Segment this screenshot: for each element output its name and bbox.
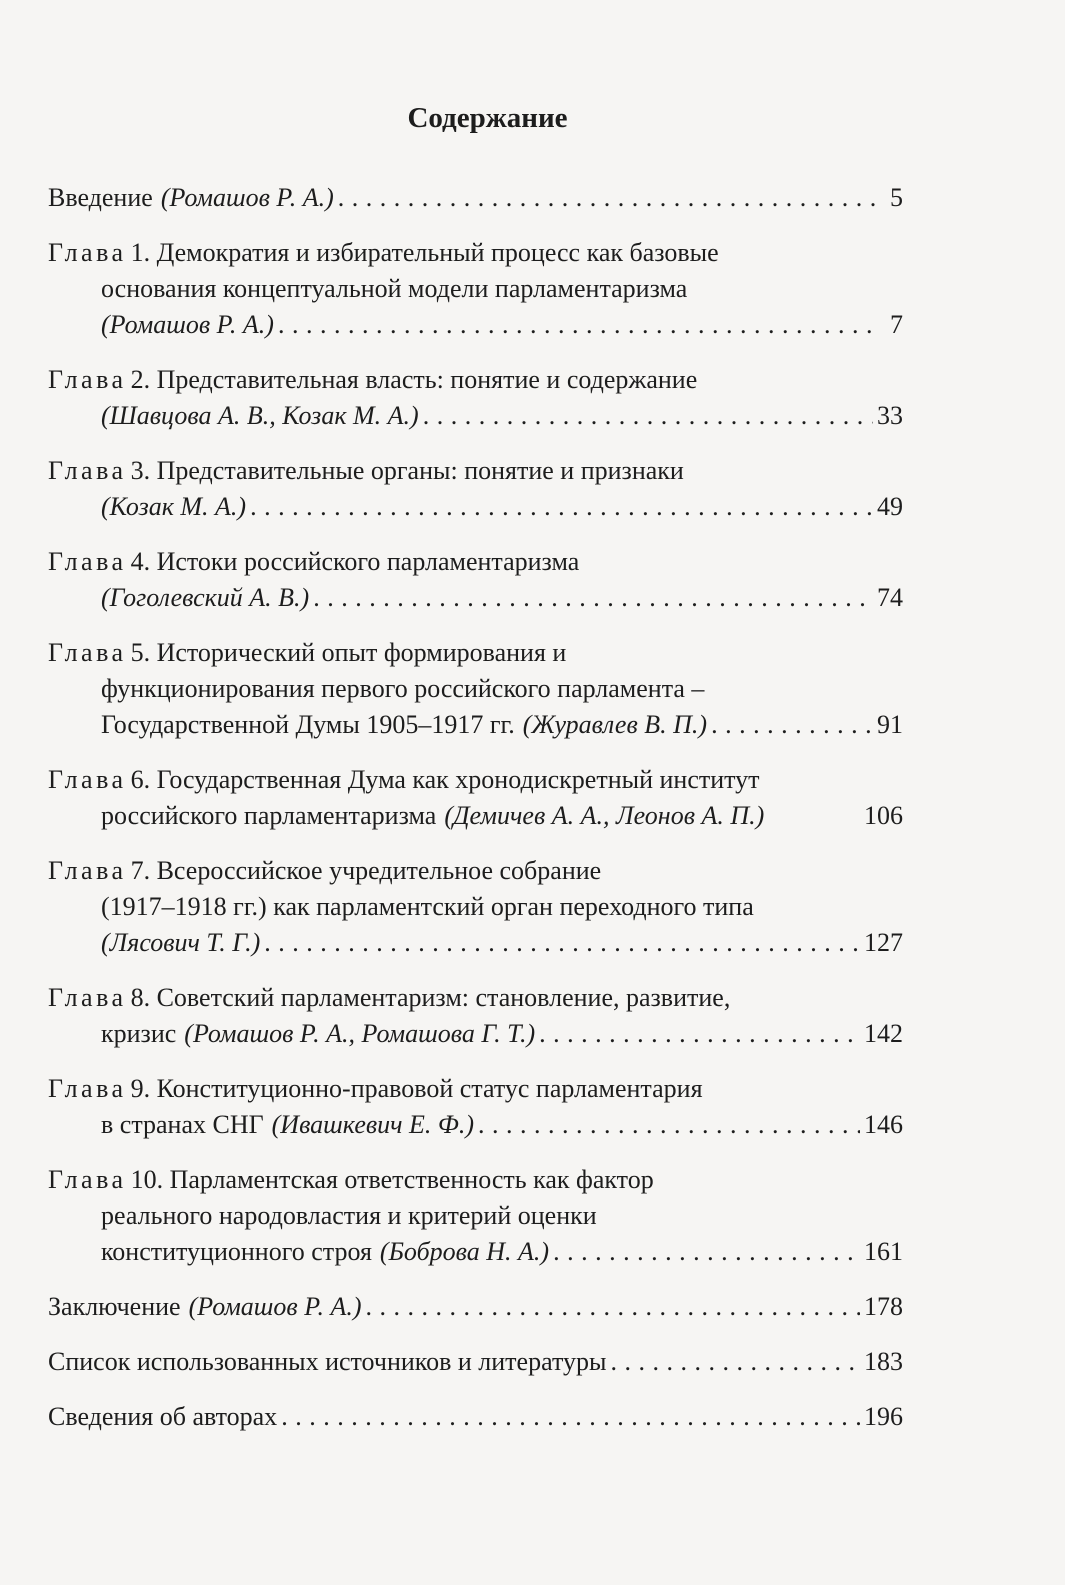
toc-entry xyxy=(48,1399,903,1435)
toc-line xyxy=(48,1071,903,1107)
toc-entry xyxy=(48,453,903,525)
toc-page-number: 142 xyxy=(864,1019,903,1048)
toc-entry-text: Заключение xyxy=(48,1292,181,1321)
dot-leader xyxy=(423,398,873,434)
toc-entry-text: 10. Парламентская ответственность как фактор xyxy=(130,1165,654,1194)
toc-page-number: 33 xyxy=(877,401,903,430)
toc-line xyxy=(48,489,903,525)
table-of-contents xyxy=(48,180,903,1454)
toc-entry-author: (Боброва Н. А.) xyxy=(379,1237,550,1266)
toc-line xyxy=(48,1016,903,1052)
toc-entry-text: 4. Истоки российского парламентаризма xyxy=(130,547,580,576)
dot-leader xyxy=(478,1107,860,1143)
toc-line xyxy=(48,1162,903,1198)
toc-page-number: 127 xyxy=(864,928,903,957)
toc-page-number: 196 xyxy=(864,1402,903,1431)
toc-entry xyxy=(48,1071,903,1143)
toc-line xyxy=(48,707,903,743)
toc-page-number: 106 xyxy=(864,801,903,830)
toc-line xyxy=(48,1289,903,1325)
toc-entry-text: Сведения об авторах xyxy=(48,1402,278,1431)
toc-entry xyxy=(48,1344,903,1380)
toc-entry-text: в странах СНГ xyxy=(101,1110,264,1139)
toc-line xyxy=(48,798,903,834)
toc-page-number: 161 xyxy=(864,1237,903,1266)
toc-entry xyxy=(48,1162,903,1270)
dot-leader xyxy=(250,489,873,525)
dot-leader xyxy=(553,1234,860,1270)
toc-entry-text: 7. Всероссийское учредительное собрание xyxy=(130,856,602,885)
dot-leader xyxy=(264,925,860,961)
toc-line xyxy=(48,889,903,925)
toc-entry-text: 6. Государственная Дума как хронодискретный институт xyxy=(130,765,760,794)
dot-leader xyxy=(610,1344,860,1380)
toc-entry-text: 1. Демократия и избирательный процесс как базовые xyxy=(130,238,719,267)
toc-entry-text: 9. Конституционно-правовой статус парламентария xyxy=(130,1074,703,1103)
toc-entry-author: (Демичев А. А., Леонов А. П.) xyxy=(444,801,765,830)
toc-line xyxy=(48,180,903,216)
chapter-label: Глава xyxy=(48,983,127,1012)
toc-line xyxy=(48,580,903,616)
toc-entry-text: реального народовластия и критерий оценки xyxy=(101,1201,597,1230)
toc-entry-text: (1917–1918 гг.) как парламентский орган переходного типа xyxy=(101,892,754,921)
toc-line xyxy=(48,453,903,489)
toc-entry-author: (Ивашкевич Е. Ф.) xyxy=(271,1110,475,1139)
toc-entry-author: (Ромашов Р. А., Ромашова Г. Т.) xyxy=(184,1019,536,1048)
dot-leader xyxy=(366,1289,860,1325)
toc-line xyxy=(48,671,903,707)
toc-line xyxy=(48,271,903,307)
toc-entry-text: основания концептуальной модели парламентаризма xyxy=(101,274,688,303)
toc-entry xyxy=(48,980,903,1052)
toc-page-number: 7 xyxy=(890,310,903,339)
dot-leader xyxy=(278,307,875,343)
toc-line xyxy=(48,1234,903,1270)
toc-entry xyxy=(48,1289,903,1325)
toc-entry xyxy=(48,180,903,216)
chapter-label: Глава xyxy=(48,238,127,267)
toc-entry-author: (Ромашов Р. А.) xyxy=(160,183,334,212)
toc-page-number: 91 xyxy=(877,710,903,739)
toc-entry-text: функционирования первого российского парламента – xyxy=(101,674,705,703)
toc-entry-text: кризис xyxy=(101,1019,177,1048)
toc-line xyxy=(48,307,903,343)
toc-line xyxy=(48,980,903,1016)
toc-entry xyxy=(48,362,903,434)
chapter-label: Глава xyxy=(48,456,127,485)
toc-page-number: 146 xyxy=(864,1110,903,1139)
toc-page-number: 5 xyxy=(890,183,903,212)
toc-entry xyxy=(48,544,903,616)
toc-entry xyxy=(48,235,903,343)
toc-entry-text: 5. Исторический опыт формирования и xyxy=(130,638,567,667)
toc-entry-author: (Козак М. А.) xyxy=(101,492,247,521)
toc-entry-text: 2. Представительная власть: понятие и содержание xyxy=(130,365,698,394)
dot-leader xyxy=(711,707,873,743)
chapter-label: Глава xyxy=(48,1165,127,1194)
chapter-label: Глава xyxy=(48,365,127,394)
toc-entry-text: Государственной Думы 1905–1917 гг. xyxy=(101,710,515,739)
toc-line xyxy=(48,235,903,271)
chapter-label: Глава xyxy=(48,1074,127,1103)
toc-line xyxy=(48,1399,903,1435)
toc-line xyxy=(48,925,903,961)
toc-entry-author: (Гоголевский А. В.) xyxy=(101,583,310,612)
toc-line xyxy=(48,635,903,671)
toc-line xyxy=(48,853,903,889)
chapter-label: Глава xyxy=(48,856,127,885)
toc-line xyxy=(48,1198,903,1234)
page-title: Содержание xyxy=(407,102,568,134)
toc-entry xyxy=(48,635,903,743)
chapter-label: Глава xyxy=(48,765,127,794)
toc-page-number: 74 xyxy=(877,583,903,612)
toc-page-number: 183 xyxy=(864,1347,903,1376)
toc-line xyxy=(48,362,903,398)
chapter-label: Глава xyxy=(48,547,127,576)
toc-entry-author: (Журавлев В. П.) xyxy=(522,710,708,739)
dot-leader xyxy=(338,180,875,216)
toc-entry-text: Введение xyxy=(48,183,153,212)
toc-entry-text: российского парламентаризма xyxy=(101,801,437,830)
toc-page-number: 49 xyxy=(877,492,903,521)
toc-entry-author: (Ромашов Р. А.) xyxy=(101,310,274,339)
toc-entry-text: 3. Представительные органы: понятие и признаки xyxy=(130,456,684,485)
toc-entry xyxy=(48,853,903,961)
toc-entry-author: (Ромашов Р. А.) xyxy=(188,1292,362,1321)
toc-entry-text: Список использованных источников и литературы xyxy=(48,1347,607,1376)
toc-line xyxy=(48,1107,903,1143)
dot-leader xyxy=(281,1399,860,1435)
toc-entry-text: конституционного строя xyxy=(101,1237,372,1266)
chapter-label: Глава xyxy=(48,638,127,667)
toc-line xyxy=(48,398,903,434)
toc-entry-author: (Шавцова А. В., Козак М. А.) xyxy=(101,401,419,430)
toc-line xyxy=(48,544,903,580)
toc-entry-text: 8. Советский парламентаризм: становление, развитие, xyxy=(130,983,731,1012)
dot-leader xyxy=(539,1016,860,1052)
toc-line xyxy=(48,1344,903,1380)
dot-leader xyxy=(313,580,873,616)
toc-entry-author: (Лясович Т. Г.) xyxy=(101,928,261,957)
toc-entry xyxy=(48,762,903,834)
toc-page-number: 178 xyxy=(864,1292,903,1321)
toc-line xyxy=(48,762,903,798)
